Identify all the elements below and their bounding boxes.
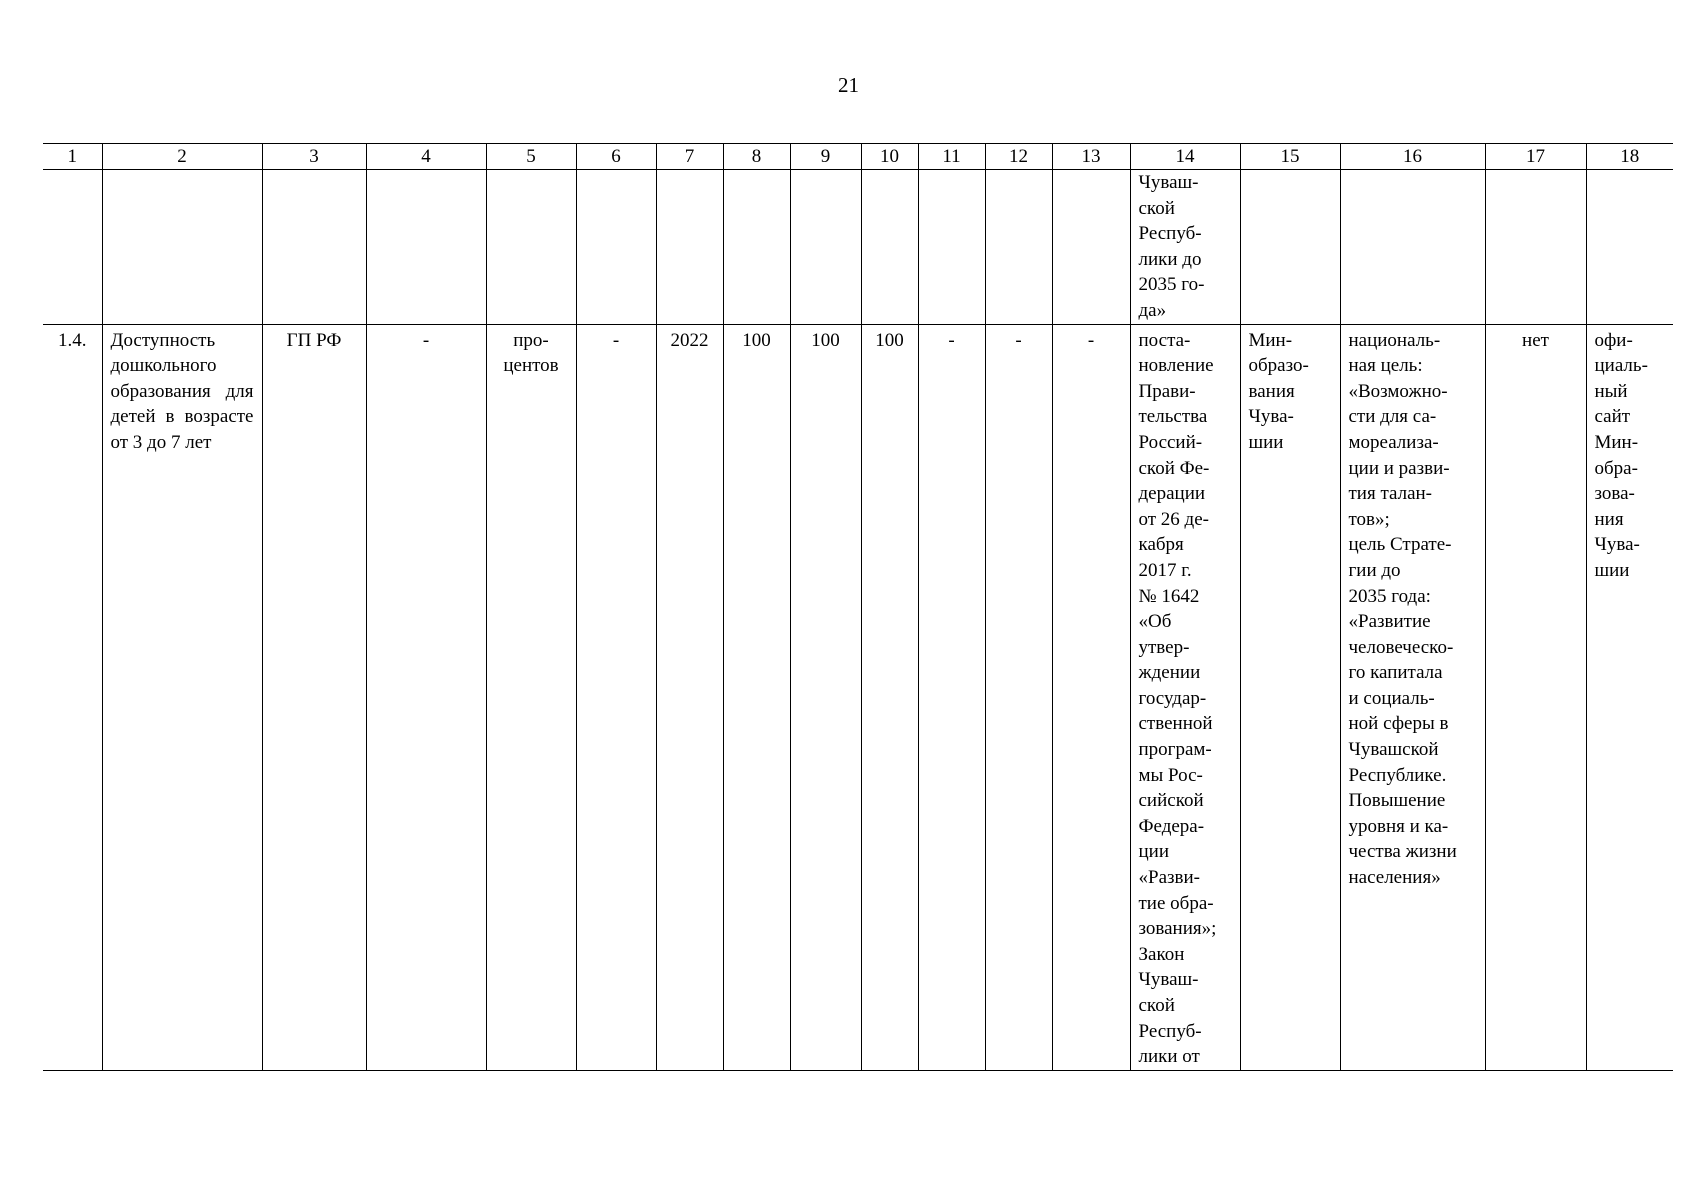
- info-source-cell: офи- циаль- ный сайт Мин- обра- зова- ния Чува- шии: [1586, 324, 1673, 1070]
- value-cell-col8: 100: [723, 324, 790, 1070]
- page-number: 21: [838, 73, 859, 97]
- table-cell: [918, 170, 985, 325]
- legal-basis-cell: поста- новление Прави- тельства Россий- ской Фе- дерации от 26 де- кабря 2017 г. № 1642 «Об утвер- ждении государ- ственной програм- мы Рос- сийской Федера- ции «Разви- тие обра- зования»; Закон Чуваш- ской Респуб- лики от: [1130, 324, 1240, 1070]
- table-cell-col6: -: [576, 324, 656, 1070]
- indicators-table: [43, 143, 1673, 1071]
- column-header-2: 2: [102, 144, 262, 170]
- table-row-1-4: [43, 324, 1673, 1070]
- table-cell: [43, 170, 102, 325]
- source-cell: ГП РФ: [262, 324, 366, 1070]
- column-header-9: 9: [790, 144, 861, 170]
- table-cell: [1340, 170, 1485, 325]
- table-cell-col4: -: [366, 324, 486, 1070]
- table-cell: [366, 170, 486, 325]
- table-cell: [576, 170, 656, 325]
- table-cell: [861, 170, 918, 325]
- table-cell: [1485, 170, 1586, 325]
- value-cell-col12: -: [985, 324, 1052, 1070]
- table-cell: [985, 170, 1052, 325]
- column-header-6: 6: [576, 144, 656, 170]
- legal-basis-continuation-cell: Чуваш- ской Респуб- лики до 2035 го- да»: [1130, 170, 1240, 325]
- table-cell: [1586, 170, 1673, 325]
- table-cell: [102, 170, 262, 325]
- column-header-14: 14: [1130, 144, 1240, 170]
- column-numbers-row: [43, 144, 1673, 170]
- value-cell-col10: 100: [861, 324, 918, 1070]
- base-year-cell: 2022: [656, 324, 723, 1070]
- column-header-15: 15: [1240, 144, 1340, 170]
- table-cell: [486, 170, 576, 325]
- column-header-3: 3: [262, 144, 366, 170]
- column-header-4: 4: [366, 144, 486, 170]
- national-goal-cell: националь- ная цель: «Возможно- сти для са- мореализа- ции и разви- тия талан- тов»; цель Страте- гии до 2035 года: «Развитие человеческо- го капитала и социаль- ной сферы в Чувашской Республике. Повышение уровня и ка- чества жизни населения»: [1340, 324, 1485, 1070]
- table-cell: [1052, 170, 1130, 325]
- table-cell: [656, 170, 723, 325]
- table-cell: [723, 170, 790, 325]
- value-cell-col9: 100: [790, 324, 861, 1070]
- row-number-cell: 1.4.: [43, 324, 102, 1070]
- table-cell: [1240, 170, 1340, 325]
- value-cell-col11: -: [918, 324, 985, 1070]
- column-header-16: 16: [1340, 144, 1485, 170]
- table-row-continuation: [43, 170, 1673, 325]
- column-header-11: 11: [918, 144, 985, 170]
- column-header-13: 13: [1052, 144, 1130, 170]
- column-header-7: 7: [656, 144, 723, 170]
- table-cell-col17: нет: [1485, 324, 1586, 1070]
- column-header-12: 12: [985, 144, 1052, 170]
- column-header-17: 17: [1485, 144, 1586, 170]
- column-header-8: 8: [723, 144, 790, 170]
- responsible-body-cell: Мин- образо- вания Чува- шии: [1240, 324, 1340, 1070]
- column-header-1: 1: [43, 144, 102, 170]
- unit-cell: про- центов: [486, 324, 576, 1070]
- value-cell-col13: -: [1052, 324, 1130, 1070]
- column-header-10: 10: [861, 144, 918, 170]
- indicator-name-cell: Доступность дошкольного образования для детей в возрасте от 3 до 7 лет: [102, 324, 262, 1070]
- column-header-5: 5: [486, 144, 576, 170]
- table-cell: [790, 170, 861, 325]
- table-cell: [262, 170, 366, 325]
- column-header-18: 18: [1586, 144, 1673, 170]
